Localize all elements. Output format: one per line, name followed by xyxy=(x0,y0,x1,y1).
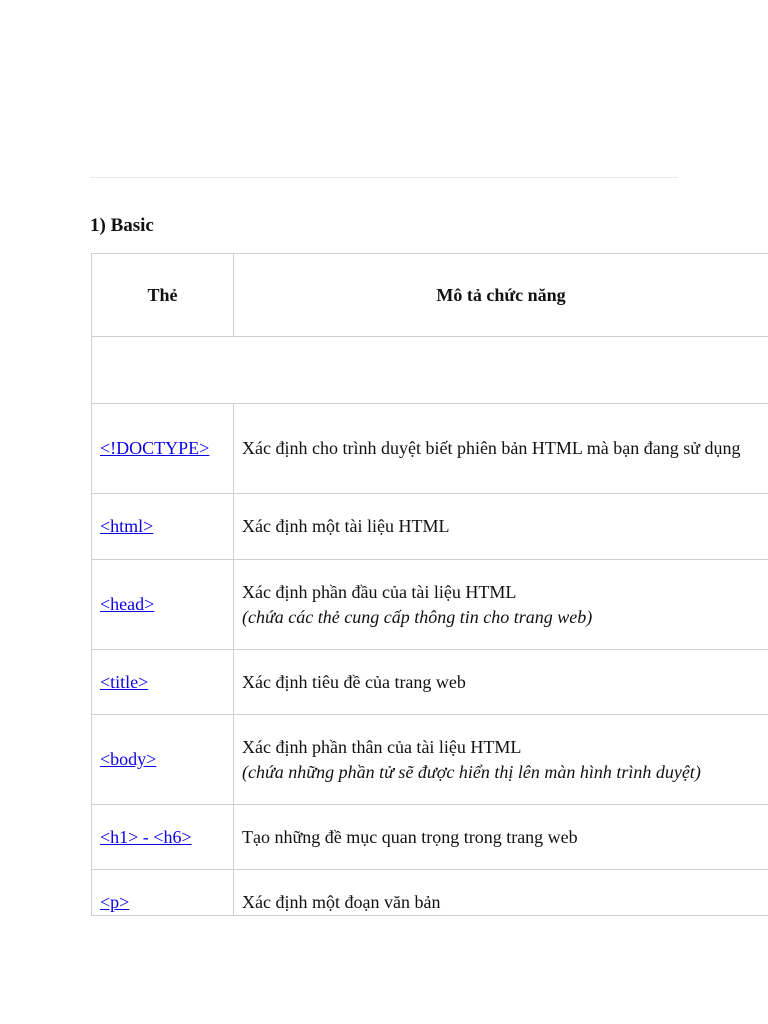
tag-cell xyxy=(92,494,234,560)
tag-cell xyxy=(92,404,234,494)
tag-cell xyxy=(92,560,234,650)
table-row xyxy=(92,715,768,805)
tag-link-paragraph[interactable]: <p> xyxy=(100,892,130,912)
empty-cell xyxy=(92,337,768,404)
tag-cell xyxy=(92,650,234,715)
description-cell xyxy=(234,715,768,805)
horizontal-divider xyxy=(90,177,678,178)
header-tag: Thẻ xyxy=(92,254,234,337)
tag-link-body[interactable]: <body> xyxy=(100,749,157,769)
table-row xyxy=(92,650,768,715)
description-text: Xác định phần thân của tài liệu HTML xyxy=(242,736,522,757)
tag-link-title[interactable]: <title> xyxy=(100,671,149,692)
description-cell xyxy=(234,494,768,560)
description-text: Xác định tiêu đề của trang web xyxy=(242,671,466,692)
table-row xyxy=(92,404,768,494)
description-text: Tạo những đề mục quan trọng trong trang web xyxy=(242,826,578,847)
table-row xyxy=(92,870,768,916)
description-text: Xác định một tài liệu HTML xyxy=(242,516,450,536)
description-note: (chứa những phần tử sẽ được hiển thị lên màn hình trình duyệt) xyxy=(242,761,701,782)
description-cell xyxy=(234,805,768,870)
description-cell xyxy=(234,560,768,650)
tag-link-html[interactable]: <html> xyxy=(100,516,154,536)
table-row xyxy=(92,805,768,870)
tag-cell xyxy=(92,805,234,870)
tags-table xyxy=(91,253,768,916)
description-text: Xác định phần đầu của tài liệu HTML xyxy=(242,581,517,602)
header-description: Mô tả chức năng xyxy=(234,254,768,337)
tag-link-head[interactable]: <head> xyxy=(100,594,155,614)
description-cell xyxy=(234,650,768,715)
tag-cell xyxy=(92,715,234,805)
table-header-row xyxy=(92,254,768,337)
section-title: 1) Basic xyxy=(90,215,154,236)
description-text: Xác định một đoạn văn bản xyxy=(242,892,441,912)
tag-link-headings[interactable]: <h1> - <h6> xyxy=(100,826,192,847)
empty-row xyxy=(92,337,768,404)
description-text: Xác định cho trình duyệt biết phiên bản HTML mà bạn đang sử dụng xyxy=(242,438,741,458)
description-cell xyxy=(234,870,768,916)
tag-cell xyxy=(92,870,234,916)
tag-link-doctype[interactable]: <!DOCTYPE> xyxy=(100,438,210,458)
description-note: (chứa các thẻ cung cấp thông tin cho trang web) xyxy=(242,606,593,627)
table-row xyxy=(92,560,768,650)
table-row xyxy=(92,494,768,560)
description-cell xyxy=(234,404,768,494)
